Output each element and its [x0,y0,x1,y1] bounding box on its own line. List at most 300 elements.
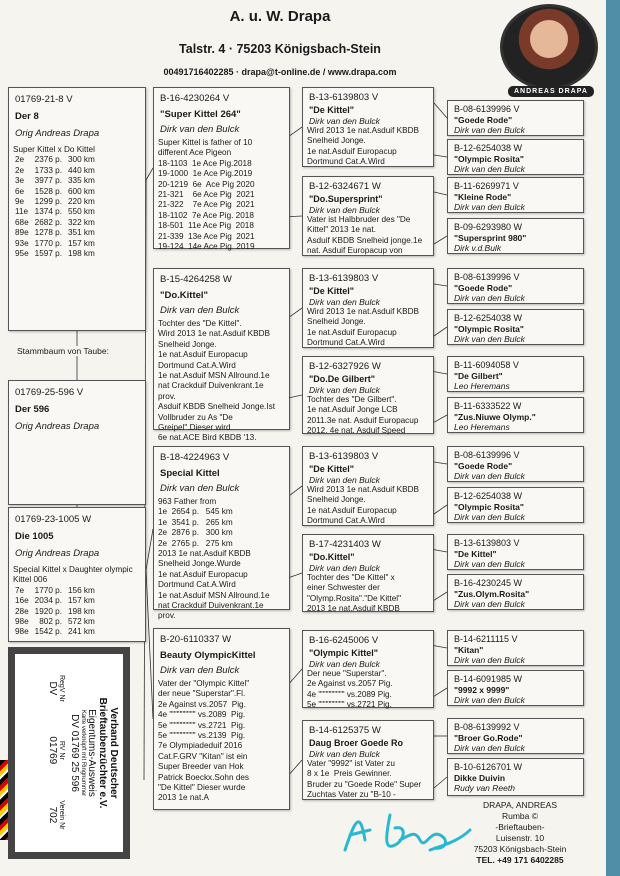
connector-line [290,308,302,317]
connector-line [290,669,302,683]
pigeon-card [447,139,584,175]
pigeon-card [447,446,584,482]
performance-line: der neue "Superstar".Fl. [158,689,246,699]
performance-line: 1e nat.Asduif Europacup [307,146,397,156]
pigeon-card [302,176,434,256]
pigeon-name: "Do.De Gilbert" [309,374,376,384]
pigeon-name: "9992 x 9999" [454,685,510,695]
ring-number: B-10-6126701 W [454,762,523,772]
breeder: Dirk van den Bulck [454,512,525,522]
footer-name: DRAPA, ANDREAS [482,800,557,810]
breeder: Rudy van Reeth [454,783,515,793]
breeder: Dirk van den Bulck [309,749,380,759]
pigeon-name: Special Kittel [160,468,220,479]
pigeon-name: "Zus.Olym.Rosita" [454,589,530,599]
performance-line: Dortmund Cat.A.Wird [307,338,385,348]
pigeon-name: "Goede Rode" [454,115,513,125]
connector-line [434,505,447,514]
breeder-address: Talstr. 4 · 75203 Königsbach-Stein [179,42,381,56]
result-cell: 1770 p. [34,238,62,248]
ring-number: B-20-6110337 W [160,634,232,645]
ring-number: B-14-6125375 W [309,725,381,736]
result-cell: 6e [15,186,25,196]
connector-line [146,529,153,570]
performance-line: 5e """"""""" vs.2721 Pig. [158,720,246,730]
performance-line: 21-339 13e Ace Pig 2021 [158,231,255,241]
result-cell: 1528 p. [34,186,62,196]
connector-line [290,395,302,398]
pigeon-card [447,309,584,345]
pigeon-name: "Olympic Rosita" [454,502,524,512]
connector-line [434,192,447,195]
card-org-line1: Verband Deutscher [108,707,119,799]
result-cell: 300 km [68,155,95,165]
ring-number: 01769-25-596 V [15,387,84,398]
pigeon-name: Daug Broer Goede Ro [309,738,404,748]
performance-line: Vater "9992" ist Vater zu [307,759,395,768]
ownership-card [8,647,130,859]
result-cell: 572 km [68,617,95,627]
breeder: Dirk van den Bulck [309,475,380,485]
pigeon-card [447,356,584,392]
result-cell: 1299 p. [34,197,62,207]
pigeon-name: "Supersprint 980" [454,233,527,243]
pigeon-card [153,87,290,252]
result-cell: 98e [15,617,29,627]
connector-line [434,327,447,336]
performance-line: Dortmund Cat.A.Wird [158,580,236,590]
breeder: Dirk van den Bulck [160,124,240,135]
performance-line: 4e """"""""" vs.2089 Pig. [158,710,246,720]
connector-line [290,216,302,217]
pigeon-name: "Do.Supersprint" [309,194,383,204]
result-cell: 1374 p. [34,207,62,217]
pigeon-card [447,630,584,666]
breeder: Orig Andreas Drapa [15,421,100,432]
pigeon-card [447,218,584,254]
performance-line: 2e Against vs.2057 Pig. [158,699,246,709]
connector-line [434,103,447,118]
performance-line: 2013 1e nat.A [158,793,209,803]
pigeon-card [153,446,290,621]
performance-line: 4e """"""""" vs.2089 Pig. [307,689,392,699]
performance-line: prov. [158,611,176,621]
card-org-line2: Brieftaubenzüchter e.V. [97,697,108,809]
result-row [15,207,101,217]
breeder: Dirk van den Bulck [309,297,380,307]
connector-line [434,592,447,600]
ring-number: B-14-6091985 W [454,674,523,684]
pigeon-card [302,446,434,526]
result-cell: 16e [15,596,29,606]
performance-line: 18-501 11e Ace Pig 2018 [158,221,254,231]
performance-line: nat. Asduif Europacup von [307,246,403,256]
connector-line [290,573,302,577]
connector-line [434,777,447,788]
results-table [15,586,101,638]
pigeon-name: "De Kittel" [309,286,355,296]
footer-city: 75203 Königsbach-Stein [473,844,567,854]
german-flag-ribbon [0,760,8,840]
result-cell: 68e [15,217,29,227]
performance-line: Dortmund Cat.A.Wird [307,516,385,526]
pigeon-name: "Olympic Rosita" [454,324,524,334]
result-cell: 7e [15,585,25,595]
pigeon-name: "De Kittel" [454,549,497,559]
performance-line: 1e 2654 p. 545 km [158,507,233,517]
performance-line: 1e nat.Asduif Europacup [307,505,397,515]
breeder: Dirk van den Bulck [309,116,380,126]
performance-line: Patrick Boeckx.Sohn des [158,772,250,782]
performance-line: 5e """"""""" vs.2139 Pig. [158,731,246,741]
pigeon-card [8,380,146,505]
ring-number: B-14-6211115 V [454,634,518,644]
performance-line: Super Kittel is father of 10 [158,138,253,147]
result-cell: 1920 p. [34,606,62,616]
result-row [15,155,101,165]
pigeon-name: "Kitan" [454,645,484,655]
pigeon-card [302,720,434,800]
result-cell: 95e [15,249,29,259]
ring-number: B-08-6139992 V [454,722,520,732]
ring-number: B-12-6254038 W [454,491,523,501]
ring-number: B-12-6254038 W [454,143,523,153]
pigeon-card [8,507,146,642]
pigeon-card [447,100,584,136]
performance-line: 18-1102 7e Ace Pig. 2018 [158,210,254,220]
result-cell: 98e [15,627,29,637]
pigeon-name: "De Kittel" [309,464,355,474]
ring-number: B-08-6139996 V [454,450,520,460]
card-ring-number: DV 01769 25 596 [69,714,80,792]
breeder: Dirk van den Bulck [309,563,380,573]
pigeon-card [153,628,290,810]
photo-label: ANDREAS DRAPA [508,86,594,97]
breeder: Dirk van den Bulck [454,559,525,569]
pigeon-name: Der 596 [15,404,50,415]
pigeon-card [302,630,434,708]
performance-line: 1e nat.Asduif MSN Allround.1e [158,371,270,381]
card-title: Eigentums-Ausweis [86,709,97,797]
breeder: Dirk van den Bulck [309,385,380,395]
performance-line: Snelheid Jonge. [307,136,366,146]
card-label: RV Nr [58,740,65,760]
breeder-photo [500,4,598,90]
result-cell: 9e [15,197,25,207]
performance-line: Vater ist Halbbruder des "De [307,215,411,224]
card-subtitle: Karte verknüpft mit Ringnummer [80,709,86,797]
performance-line: Kittel" 2013 1e nat. [307,225,376,235]
result-cell: 2376 p. [34,155,62,165]
performance-line: 21-321 6e Ace Pig 2021 [158,190,255,200]
result-cell: 220 km [68,197,95,207]
ring-number: B-11-6094058 V [454,360,519,370]
breeder: Dirk van den Bulck [454,202,525,212]
ring-number: B-12-6327926 W [309,361,381,372]
result-row [15,228,101,238]
result-cell: 2e [15,165,25,175]
breeder: Dirk van den Bulck [454,695,525,705]
result-cell: 322 km [68,217,95,227]
connector-line [434,550,447,552]
result-cell: 3977 p. [34,176,62,186]
result-cell: 28e [15,606,29,616]
result-cell: 156 km [68,585,95,595]
result-row [15,239,101,249]
pigeon-card [447,574,584,610]
result-cell: 351 km [68,228,95,238]
result-cell: 2e [15,155,25,165]
ring-number: B-13-6139803 V [309,451,379,462]
result-cell: 1597 p. [34,249,62,259]
card-label: Verein Nr [58,800,65,830]
breeder-name: A. u. W. Drapa [229,8,331,25]
breeder: Dirk van den Bulck [454,471,525,481]
result-row [15,187,101,197]
pigeon-card [302,534,434,612]
performance-line: Asduif KBDB Snelheid jonge.1e [307,235,423,245]
result-cell: 93e [15,238,29,248]
performance-line: Wird 2013 1e nat.Asduif KBDB [158,329,270,339]
performance-line: 2e 2876 p. 300 km [158,528,233,538]
connector-line [434,462,447,464]
breeder-contact: 00491716402285 · drapa@t-online.de / www.drapa.com [163,67,397,77]
connector-line [290,127,302,136]
result-cell: 89e [15,228,29,238]
pigeon-card [302,356,434,434]
pigeon-name: Dikke Duivin [454,773,506,783]
footer-line: -Brieftauben- [495,822,545,832]
pigeon-card [302,87,434,167]
breeder: Dirk van den Bulck [454,599,525,609]
performance-line: different Ace Pigeon [158,148,232,158]
result-cell: 600 km [68,186,95,196]
result-cell: 11e [15,207,29,217]
pigeon-card [153,268,290,443]
pigeon-name: "Do.Kittel" [160,290,209,301]
pigeon-card [447,670,584,706]
pedigree-legend: Stammbaum von Taube: [14,346,112,356]
pigeon-card [447,177,584,213]
result-cell: 2682 p. [34,217,62,227]
connector-line [434,646,447,648]
result-cell: 198 km [68,606,95,616]
performance-line: Tochter des "De Gilbert". [307,395,397,404]
result-row [15,617,101,627]
result-cell: 335 km [68,176,95,186]
ring-number: B-12-6254038 W [454,313,523,323]
result-cell: 1278 p. [34,228,62,238]
performance-line: Vollbruder zu As "De [158,412,233,422]
connector-line [290,486,302,495]
ring-number: 01769-23-1005 W [15,514,92,525]
performance-line: Tochter des "De Kittel". [158,319,242,328]
performance-line: 963 Father from [158,497,217,506]
pigeon-card [447,397,584,433]
breeder: Dirk van den Bulck [309,659,380,669]
result-cell: 1542 p. [34,627,62,637]
breeder: Dirk van den Bulck [454,125,525,135]
pigeon-name: "Olympic Kittel" [309,648,379,658]
ring-number: B-08-6139996 V [454,272,520,282]
breeder: Leo Heremans [454,422,510,432]
pigeon-name: "Broer Go.Rode" [454,733,523,743]
result-cell: 157 km [68,238,95,248]
pigeon-name: Der 8 [15,111,39,122]
performance-line: Snelheid Jonge. [307,317,366,327]
result-row [15,607,101,617]
pigeon-card [447,487,584,523]
performance-line: Dortmund Cat.A.Wird [158,360,236,370]
result-cell: 3e [15,176,25,186]
pigeon-name: "Do.Kittel" [309,552,355,562]
result-cell: 198 km [68,249,95,259]
performance-line: 1e 3541 p. 265 km [158,517,233,527]
breeder: Dirk van den Bulck [454,164,525,174]
performance-line: Snelheid Jonge. [158,339,217,349]
ring-number: B-13-6139803 V [309,273,379,284]
performance-line: 7e Olympiadeduif 2016 [158,741,243,751]
connector-line [434,688,447,696]
pigeon-card [8,87,146,331]
performance-line: Wird 2013 1e nat.Asduif KBDB [307,307,419,316]
result-cell: 550 km [68,207,95,217]
performance-line: nat Crackduif Duivenkrant.1e [158,381,264,391]
performance-line: Dortmund Cat.A.Wird [307,157,385,167]
performance-line: einer Schwester der [307,583,380,593]
result-cell: 1770 p. [34,585,62,595]
pigeon-name: Die 1005 [15,531,54,542]
ring-number: B-18-4224963 V [160,452,230,463]
pigeon-note: Super Kittel x Do Kittel [13,145,95,154]
pigeon-name: "De Kittel" [309,105,355,115]
result-row [15,596,101,606]
result-cell: 802 p. [39,617,62,627]
performance-line: Tochter des "De Kittel" x [307,573,395,582]
connector-line [434,415,447,422]
ring-number: B-16-4230245 W [454,578,523,588]
ring-number: B-09-6293980 W [454,222,523,232]
performance-line: 2013 1e nat.Asduif KBDB [158,549,251,559]
pigeon-name: "Olympic Rosita" [454,154,524,164]
result-row [15,197,101,207]
breeder: Orig Andreas Drapa [15,548,100,559]
performance-line: 21-322 7e Ace Pig 2021 [158,200,255,210]
pigeon-name: "Goede Rode" [454,283,513,293]
performance-line: 2013 1e nat.Asduif KBDB [307,604,400,614]
performance-line: Greipel".Dieser wird [158,423,231,433]
ring-number: B-11-6333522 W [454,401,522,411]
performance-line: 1e nat.Asduif Europacup [307,327,397,337]
connector-line [146,168,153,180]
ring-number: B-08-6139996 V [454,104,520,114]
performance-line: 1e nat.Asduif Europacup [158,569,248,579]
ring-number: B-17-4231403 W [309,539,381,550]
performance-line: Snelheid Jonge.Wurde [158,559,241,569]
performance-line: 2e Against vs.2057 Pig. [307,679,393,689]
ring-number: B-15-4264258 W [160,274,232,285]
result-row [15,218,101,228]
performance-line: 8 x 1e Preis Gewinner. [307,769,392,779]
performance-line: Snelheid Jonge. [307,495,366,505]
breeder: Dirk van den Bulck [309,205,380,215]
performance-line: 1e nat.Asduif Europacup [158,350,248,360]
footer-street: Luisenstr. 10 [495,833,545,843]
footer-stamp [470,800,570,866]
card-value: 702 [47,806,58,824]
performance-line: "Olymp.Rosita"."De Kittel" [307,593,401,603]
card-value: 01769 [47,736,58,765]
breeder: Orig Andreas Drapa [15,128,100,139]
breeder: Dirk van den Bulck [160,665,240,676]
performance-line: 2012. 4e nat. Asduif Speed [307,426,406,436]
result-row [15,249,101,259]
connector-line [146,570,153,719]
breeder: Dirk van den Bulck [160,483,240,494]
performance-line: 2e 2765 p. 275 km [158,538,233,548]
results-table [15,155,101,259]
ring-number: B-16-4230264 V [160,93,230,104]
ring-number: 01769-21-8 V [15,94,73,105]
ring-number: B-12-6324671 W [309,181,381,192]
performance-line: Wird 2013 1e nat.Asduif KBDB [307,126,419,135]
breeder: Dirk van den Bulck [454,334,525,344]
ring-number: B-16-6245006 V [309,635,379,646]
performance-line: 19-124 14e Ace Pig 2019 [158,242,255,252]
performance-line: 18-1103 1e Ace Pig.2018 [158,158,252,168]
breeder: Dirk van den Bulck [454,743,525,753]
performance-line: 6e nat.ACE Bird KBDB '13. [158,433,257,443]
performance-line: 20-1219 6e Ace Pig 2020 [158,179,255,189]
pigeon-name: "De Gilbert" [454,371,503,381]
ring-number: B-13-6139803 V [309,92,379,103]
result-cell: 2034 p. [34,596,62,606]
result-row [15,176,101,186]
breeder: Dirk v.d.Bulk [454,243,502,253]
result-cell: 1733 p. [34,165,62,175]
performance-line: Der neue "Superstar". [307,669,387,678]
pigeon-card [447,268,584,304]
performance-line: 1e nat.Asduif Jonge LCB [307,405,398,415]
pigeon-name: "Goede Rode" [454,461,513,471]
card-value: DV [47,681,58,696]
performance-line: Wird 2013 1e nat.Asduif KBDB [307,485,419,494]
performance-line: Super Breeder van Hok [158,762,244,772]
pigeon-name: "Kleine Rode" [454,192,512,202]
pigeon-card [447,534,584,570]
pigeon-note: Special Kittel x Daughter olympic Kittel 006 [13,565,133,585]
result-row [15,586,101,596]
performance-line: 1e nat.Asduif MSN Allround.1e [158,590,270,600]
pigeon-card [302,268,434,348]
performance-line: "De Kittel" Dieser wurde [158,783,246,793]
result-cell: 241 km [68,627,95,637]
performance-line: 19-1000 1e Ace Pig.2019 [158,169,253,179]
performance-line: nat Crackduif Duivenkrant.1e [158,601,264,611]
result-row [15,166,101,176]
connector-line [434,284,447,286]
footer-stamp-mark: Rumba © [501,811,539,821]
pigeon-name: "Zus.Niuwe Olymp." [454,412,536,422]
breeder: Dirk van den Bulck [454,293,525,303]
pigeon-name: "Super Kittel 264" [160,109,241,120]
result-cell: 440 km [68,165,95,175]
breeder: Dirk van den Bulck [454,655,525,665]
connector-line [434,155,447,157]
performance-line: prov. [158,391,176,401]
performance-line: Zuchtas Vater zu "B-10 - [307,790,396,800]
performance-line: 2011.3e nat. Asduif Europacup [307,415,419,425]
